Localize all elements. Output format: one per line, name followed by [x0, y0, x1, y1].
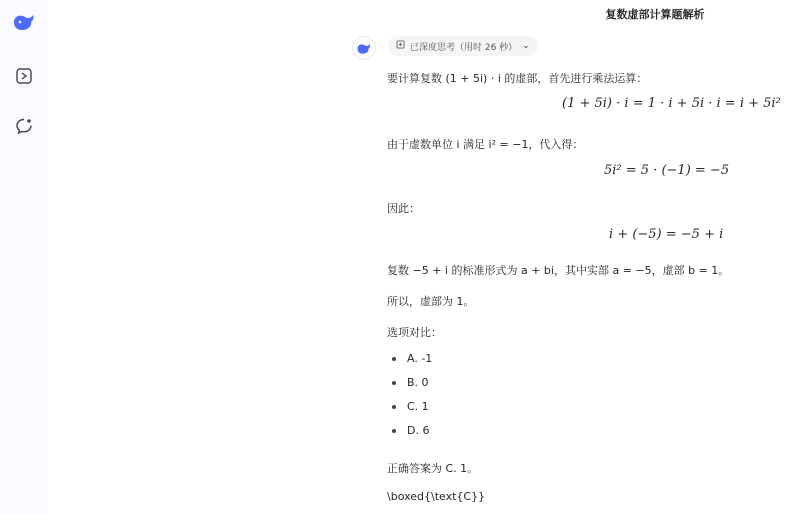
- whale-logo-icon[interactable]: [12, 10, 36, 34]
- conclusion-text: 所以，虚部为 1。: [387, 295, 475, 308]
- list-item: A. -1: [387, 352, 432, 376]
- options-list: [387, 352, 432, 448]
- new-chat-icon[interactable]: [12, 114, 36, 138]
- deep-think-label: 已深度思考（用时 26 秒）: [410, 42, 518, 53]
- standard-form-text: 复数 −5 + i 的标准形式为 a + bi，其中实部 a = −5，虚部 b = 1。: [387, 264, 730, 277]
- options-heading: 选项对比：: [387, 326, 442, 339]
- equation-sum: i + (−5) = −5 + i: [609, 227, 724, 242]
- conversation-title: 复数虚部计算题解析: [605, 8, 705, 21]
- intro-text: 要计算复数 (1 + 5i) · i 的虚部，首先进行乘法运算：: [387, 72, 648, 85]
- equation-product: (1 + 5i) · i = 1 · i + 5i · i = i + 5i²: [562, 96, 781, 111]
- list-item: C. 1: [387, 400, 432, 424]
- list-item: D. 6: [387, 424, 432, 448]
- sidebar-toggle-icon[interactable]: [12, 64, 36, 88]
- deep-think-icon: [396, 40, 405, 52]
- equation-square: 5i² = 5 · (−1) = −5: [604, 163, 730, 178]
- assistant-avatar-icon: [352, 36, 376, 60]
- therefore-text: 因此：: [387, 202, 420, 215]
- final-answer-text: 正确答案为 C. 1。: [387, 462, 479, 475]
- chevron-down-icon: ⌄: [522, 41, 530, 51]
- list-item: B. 0: [387, 376, 432, 400]
- note-text: 由于虚数单位 i 满足 i² = −1，代入得：: [387, 138, 584, 151]
- boxed-answer: \boxed{\text{C}}: [387, 490, 486, 503]
- deep-think-toggle[interactable]: [388, 36, 538, 56]
- sidebar: [0, 0, 48, 514]
